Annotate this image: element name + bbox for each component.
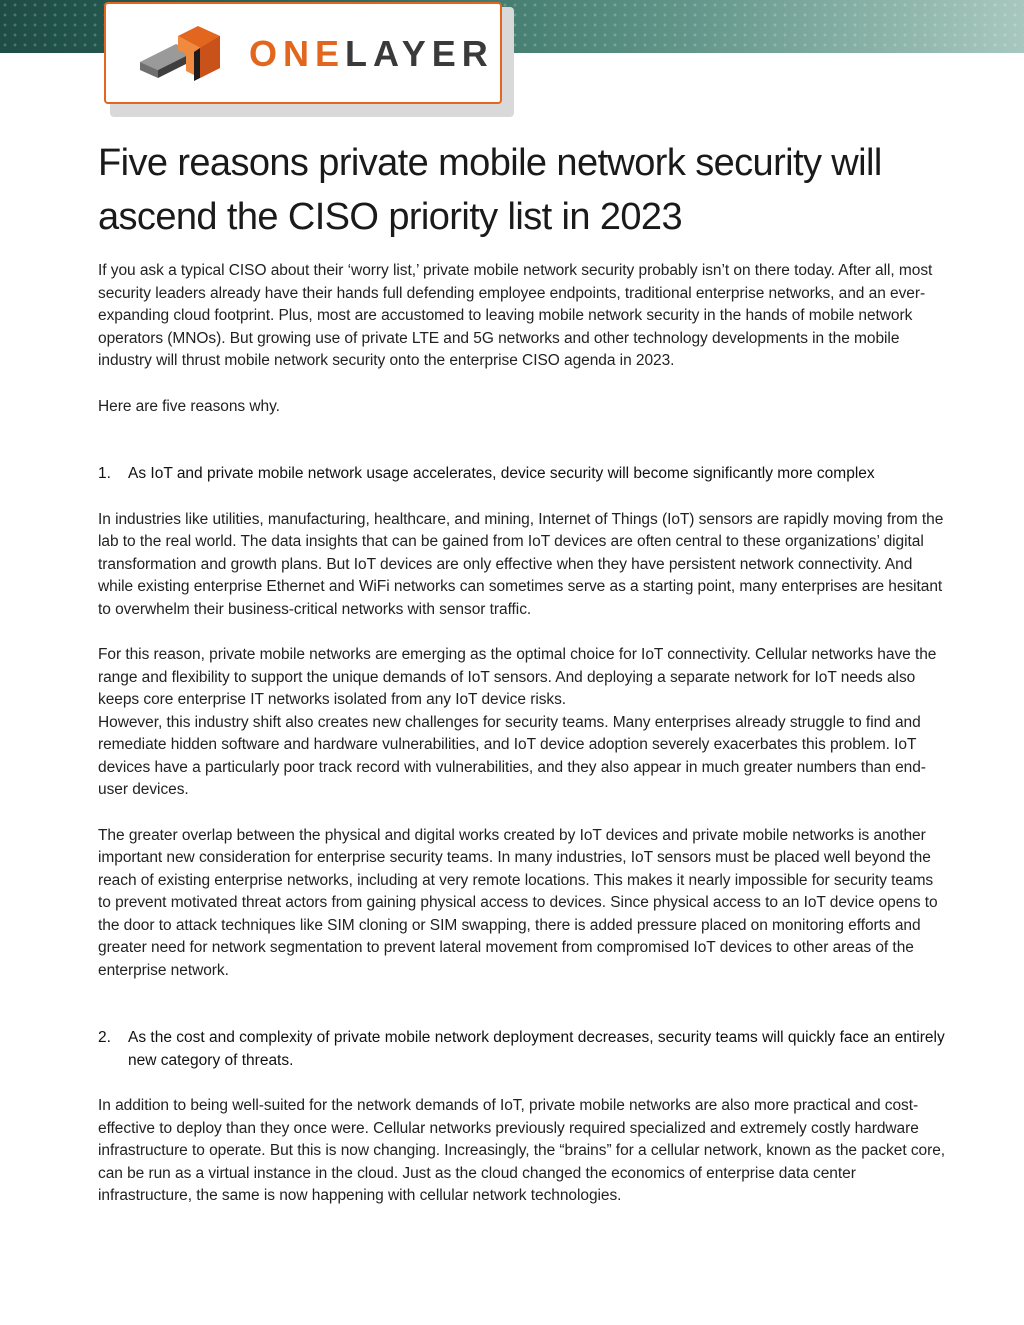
section-1-paragraph: The greater overlap between the physical and digital works created by IoT devices and private mobile networks is another important new consideration for enterprise security teams. In many industries, IoT sensors must be placed well beyond the reach of existing enterprise networks, including at very remote locations. This makes it nearly impossible for security teams to prevent motivated threat actors from gaining physical access to devices. Since physical access to an IoT device opens to the door to attack techniques like SIM cloning or SIM swapping, there is added pressure placed on monitoring efforts and greater need for network segmentation to prevent lateral movement from compromised IoT devices to other areas of the enterprise network.	[98, 826, 938, 979]
section-number: 1.	[98, 465, 111, 482]
section-1-paragraph: In industries like utilities, manufacturing, healthcare, and mining, Internet of Things (IoT) sensors are rapidly moving from the lab to the real world. The data insights that can be gained from IoT devices are often central to these organizations’ digital transformation and growth plans. But IoT devices are only effective when they have persistent network connectivity. And while existing enterprise Ethernet and WiFi networks can sometimes serve as a starting point, many enterprises are hesitant to overwhelm their business-critical networks with sensor traffic.	[98, 510, 944, 618]
logo-word-layer: LAYER	[345, 33, 494, 74]
logo-wordmark	[249, 33, 494, 74]
document-title: Five reasons private mobile network security will ascend the CISO priority list in 2023	[98, 142, 882, 238]
section-heading-1	[98, 463, 950, 486]
article-body	[98, 260, 950, 1208]
section-heading-2	[98, 1027, 950, 1072]
section-heading-text: As the cost and complexity of private mobile network deployment decreases, security teams will quickly face an entirely new category of threats.	[128, 1029, 945, 1069]
intro-reasons-line: Here are five reasons why.	[98, 397, 280, 415]
onelayer-logo-icon	[136, 18, 231, 90]
section-number: 2.	[98, 1029, 111, 1046]
section-heading-text: As IoT and private mobile network usage accelerates, device security will become significantly more complex	[128, 465, 875, 482]
section-1-paragraph: However, this industry shift also creates new challenges for security teams. Many enterprises already struggle to find and remediate hidden software and hardware vulnerabilities, and IoT device adoption severely exacerbates this problem. IoT devices have a particularly poor track record with vulnerabilities, and they also appear in much greater numbers than end-user devices.	[98, 713, 926, 798]
section-1-paragraph: For this reason, private mobile networks are emerging as the optimal choice for IoT connectivity. Cellular networks have the range and flexibility to support the unique demands of IoT sensors. And deploying a separate network for IoT needs also keeps core enterprise IT networks isolated from any IoT device risks.	[98, 646, 937, 708]
company-logo	[104, 2, 502, 104]
logo-word-one: ONE	[249, 33, 346, 74]
section-2-paragraph: In addition to being well-suited for the network demands of IoT, private mobile networks are also more practical and cost-effective to deploy than they once were. Cellular networks previously required specialized and extremely costly hardware infrastructure to operate. But this is now changing. Increasingly, the “brains” for a cellular network, known as the packet core, can be run as a virtual instance in the cloud. Just as the cloud changed the economics of enterprise data center infrastructure, the same is now happening with cellular network technologies.	[98, 1097, 946, 1204]
intro-paragraph: If you ask a typical CISO about their ‘worry list,’ private mobile network security probably isn’t on there today. After all, most security leaders already have their hands full defending employee endpoints, traditional enterprise networks, and an ever-expanding cloud footprint. Plus, most are accustomed to leaving mobile network security in the hands of mobile network operators (MNOs). But growing use of private LTE and 5G networks and other technology developments in the mobile industry will thrust mobile network security onto the enterprise CISO agenda in 2023.	[98, 262, 933, 369]
